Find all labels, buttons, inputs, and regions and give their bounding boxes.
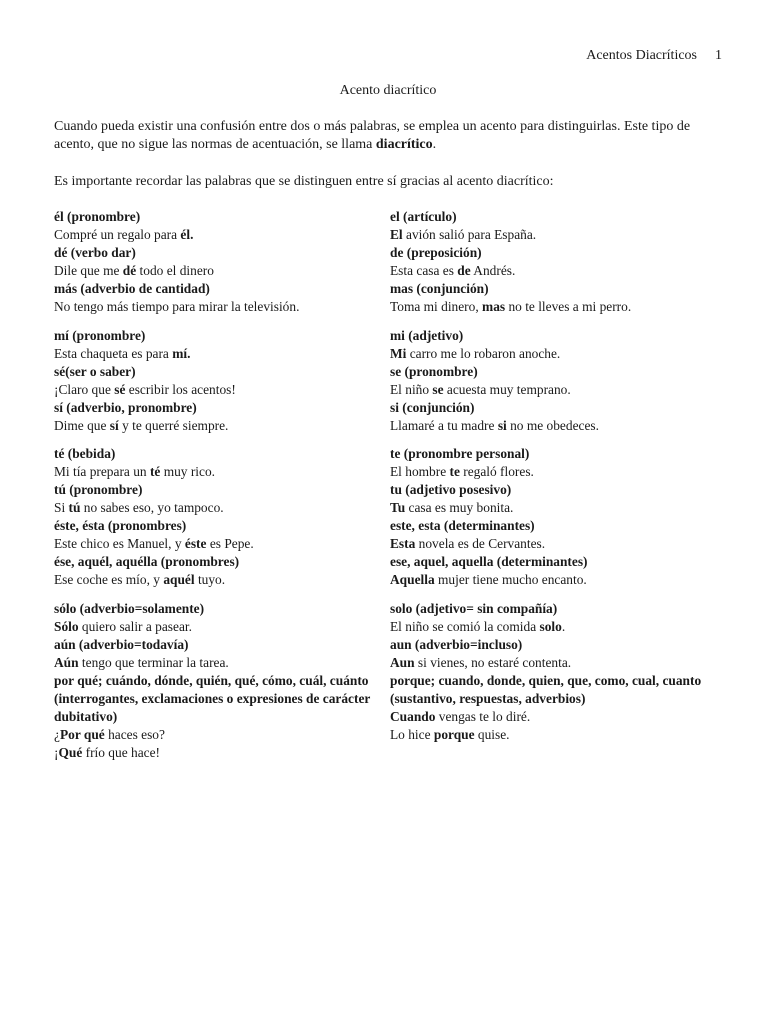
example-sentence — [54, 298, 384, 316]
term-heading — [390, 399, 720, 417]
term-heading — [54, 517, 384, 535]
example-sentence — [390, 535, 720, 553]
example-sentence — [54, 654, 384, 672]
text: Dile que me — [54, 263, 123, 278]
example-sentence — [54, 381, 384, 399]
example-sentence — [390, 262, 720, 280]
group-1-right — [390, 208, 720, 316]
bold-text: solo (adjetivo= sin compañía) — [390, 601, 558, 616]
text: haces eso? — [104, 727, 165, 742]
bold-text: solo — [539, 619, 562, 634]
bold-text: té (bebida) — [54, 446, 116, 461]
bold-text: sólo (adverbio=solamente) — [54, 601, 205, 616]
text: ¿ — [54, 727, 60, 742]
text: Ese coche es mío, y — [54, 572, 164, 587]
text: tengo que terminar la tarea. — [78, 655, 229, 670]
text: vengas te lo diré. — [435, 709, 531, 724]
term-heading — [390, 553, 720, 571]
group-3-left — [54, 445, 384, 589]
text: mujer tiene mucho encanto. — [434, 572, 587, 587]
bold-text: mas — [482, 299, 506, 314]
bold-text: tú (pronombre) — [54, 482, 143, 497]
term-heading — [390, 280, 720, 298]
example-sentence — [54, 345, 384, 363]
example-sentence — [54, 744, 384, 762]
text: quise. — [474, 727, 510, 742]
term-heading — [54, 244, 384, 262]
text: Esta casa es — [390, 263, 458, 278]
example-sentence — [54, 571, 384, 589]
example-sentence — [390, 381, 720, 399]
group-4-right — [390, 600, 720, 744]
text: no sabes eso, yo tampoco. — [80, 500, 224, 515]
term-heading — [54, 208, 384, 226]
example-sentence — [390, 226, 720, 244]
term-heading — [54, 280, 384, 298]
text: . — [432, 137, 437, 152]
bold-text: te (pronombre personal) — [390, 446, 530, 461]
example-sentence — [54, 226, 384, 244]
text: Esta chaqueta es para — [54, 346, 173, 361]
term-heading — [390, 517, 720, 535]
intro-paragraph-1 — [54, 118, 724, 154]
term-heading — [54, 600, 384, 618]
bold-text: Tu — [390, 500, 406, 515]
term-heading — [54, 399, 384, 417]
example-sentence — [390, 571, 720, 589]
example-sentence — [390, 298, 720, 316]
term-heading — [54, 636, 384, 654]
term-heading — [390, 208, 720, 226]
bold-text: aún (adverbio=todavía) — [54, 637, 189, 652]
intro-paragraph-2 — [54, 173, 724, 191]
example-sentence — [390, 417, 720, 435]
bold-text: mi (adjetivo) — [390, 328, 464, 343]
text: carro me lo robaron anoche. — [406, 346, 561, 361]
bold-text: mas (conjunción) — [390, 281, 489, 296]
bold-text: dé (verbo dar) — [54, 245, 136, 260]
term-heading — [390, 244, 720, 262]
text: Toma mi dinero, — [390, 299, 483, 314]
term-heading — [390, 672, 720, 708]
bold-text: ése, aquél, aquélla (pronombres) — [54, 554, 240, 569]
text: ¡ — [54, 745, 59, 760]
bold-text: de — [457, 263, 471, 278]
text: El niño se comió la comida — [390, 619, 540, 634]
bold-text: sí (adverbio, pronombre) — [54, 400, 197, 415]
text: Dime que — [54, 418, 110, 433]
bold-text: tu (adjetivo posesivo) — [390, 482, 512, 497]
example-sentence — [54, 262, 384, 280]
bold-text: mí (pronombre) — [54, 328, 146, 343]
text: . — [561, 619, 566, 634]
text: Si — [54, 500, 69, 515]
example-sentence — [54, 535, 384, 553]
term-heading — [390, 600, 720, 618]
bold-text: de (preposición) — [390, 245, 482, 260]
text: novela es de Cervantes. — [415, 536, 546, 551]
text: ¡Claro que — [54, 382, 115, 397]
text: tuyo. — [194, 572, 226, 587]
example-sentence — [54, 499, 384, 517]
bold-text: Mi — [390, 346, 407, 361]
bold-text: por qué; cuándo, dónde, quién, qué, cómo, cuál, cuánto (interrogantes, exclamaciones o expresiones de carácter dubitativo) — [54, 673, 371, 724]
term-heading — [54, 327, 384, 345]
term-heading — [54, 363, 384, 381]
bold-text: aun (adverbio=incluso) — [390, 637, 523, 652]
running-header — [586, 47, 722, 65]
bold-text: sé — [114, 382, 126, 397]
bold-text: Aun — [390, 655, 415, 670]
group-1-left — [54, 208, 384, 316]
group-3-right — [390, 445, 720, 589]
text: es Pepe. — [206, 536, 254, 551]
bold-text: porque — [433, 727, 475, 742]
bold-text: Por qué — [59, 727, 105, 742]
term-heading — [54, 445, 384, 463]
example-sentence — [390, 654, 720, 672]
text: Este chico es Manuel, y — [54, 536, 185, 551]
term-heading — [54, 481, 384, 499]
text: El niño — [390, 382, 433, 397]
bold-text: mí. — [172, 346, 191, 361]
text: frío que hace! — [82, 745, 160, 760]
bold-text: sé(ser o saber) — [54, 364, 136, 379]
running-title: Acentos Diacríticos — [586, 48, 697, 63]
page-number: 1 — [715, 48, 722, 63]
bold-text: dé — [122, 263, 137, 278]
text: avión salió para España. — [402, 227, 537, 242]
bold-text: te — [449, 464, 460, 479]
term-heading — [390, 481, 720, 499]
text: Es importante recordar las palabras que se distinguen entre sí gracias al acento diacrítico: — [54, 174, 554, 189]
group-4-left — [54, 600, 384, 762]
example-sentence — [54, 463, 384, 481]
term-heading — [390, 327, 720, 345]
text: Mi tía prepara un — [54, 464, 150, 479]
text: regaló flores. — [459, 464, 534, 479]
text: muy rico. — [160, 464, 216, 479]
bold-text: Aún — [54, 655, 79, 670]
term-heading — [390, 445, 720, 463]
bold-text: más (adverbio de cantidad) — [54, 281, 210, 296]
example-sentence — [390, 708, 720, 726]
bold-text: el (artículo) — [390, 209, 457, 224]
bold-text: El — [390, 227, 403, 242]
text: no te lleves a mi perro. — [505, 299, 632, 314]
example-sentence — [390, 726, 720, 744]
text: no me obedeces. — [506, 418, 599, 433]
bold-text: se — [432, 382, 444, 397]
bold-text: Cuando — [390, 709, 436, 724]
example-sentence — [54, 417, 384, 435]
text: Llamaré a tu madre — [390, 418, 498, 433]
bold-text: té — [149, 464, 161, 479]
text: casa es muy bonita. — [405, 500, 514, 515]
bold-text: Aquella — [390, 572, 435, 587]
example-sentence — [54, 726, 384, 744]
text: quiero salir a pasear. — [78, 619, 192, 634]
term-heading — [54, 672, 384, 726]
text: Andrés. — [470, 263, 516, 278]
bold-text: aquél — [163, 572, 195, 587]
group-2-right — [390, 327, 720, 435]
example-sentence — [390, 345, 720, 363]
term-heading — [390, 636, 720, 654]
document-title: Acento diacrítico — [339, 83, 437, 98]
bold-text: Esta — [390, 536, 416, 551]
text: si vienes, no estaré contenta. — [414, 655, 572, 670]
text: todo el dinero — [136, 263, 214, 278]
bold-text: este, esta (determinantes) — [390, 518, 535, 533]
text: acuesta muy temprano. — [443, 382, 571, 397]
text: El hombre — [390, 464, 450, 479]
bold-text: si — [497, 418, 507, 433]
term-heading — [54, 553, 384, 571]
bold-text: se (pronombre) — [390, 364, 478, 379]
term-heading — [390, 363, 720, 381]
text: No tengo más tiempo para mirar la televisión. — [54, 299, 300, 314]
example-sentence — [390, 499, 720, 517]
bold-text: diacrítico — [375, 137, 433, 152]
bold-text: tú — [68, 500, 81, 515]
group-2-left — [54, 327, 384, 435]
bold-text: éste — [184, 536, 207, 551]
bold-text: éste, ésta (pronombres) — [54, 518, 187, 533]
text: Lo hice — [390, 727, 434, 742]
bold-text: Qué — [58, 745, 83, 760]
bold-text: porque; cuando, donde, quien, que, como, cual, cuanto (sustantivo, respuestas, adverbios) — [390, 673, 702, 706]
example-sentence — [390, 618, 720, 636]
bold-text: si (conjunción) — [390, 400, 475, 415]
bold-text: él (pronombre) — [54, 209, 141, 224]
bold-text: sí — [109, 418, 119, 433]
bold-text: Sólo — [54, 619, 79, 634]
bold-text: él. — [180, 227, 194, 242]
text: escribir los acentos! — [125, 382, 236, 397]
example-sentence — [54, 618, 384, 636]
text: Cuando pueda existir una confusión entre dos o más palabras, se emplea un acento para distinguirlas. Este tipo de acento, que no sigue las normas de acentuación, se llama — [54, 119, 691, 152]
text: Compré un regalo para — [54, 227, 181, 242]
text: y te querré siempre. — [118, 418, 229, 433]
bold-text: ese, aquel, aquella (determinantes) — [390, 554, 588, 569]
example-sentence — [390, 463, 720, 481]
